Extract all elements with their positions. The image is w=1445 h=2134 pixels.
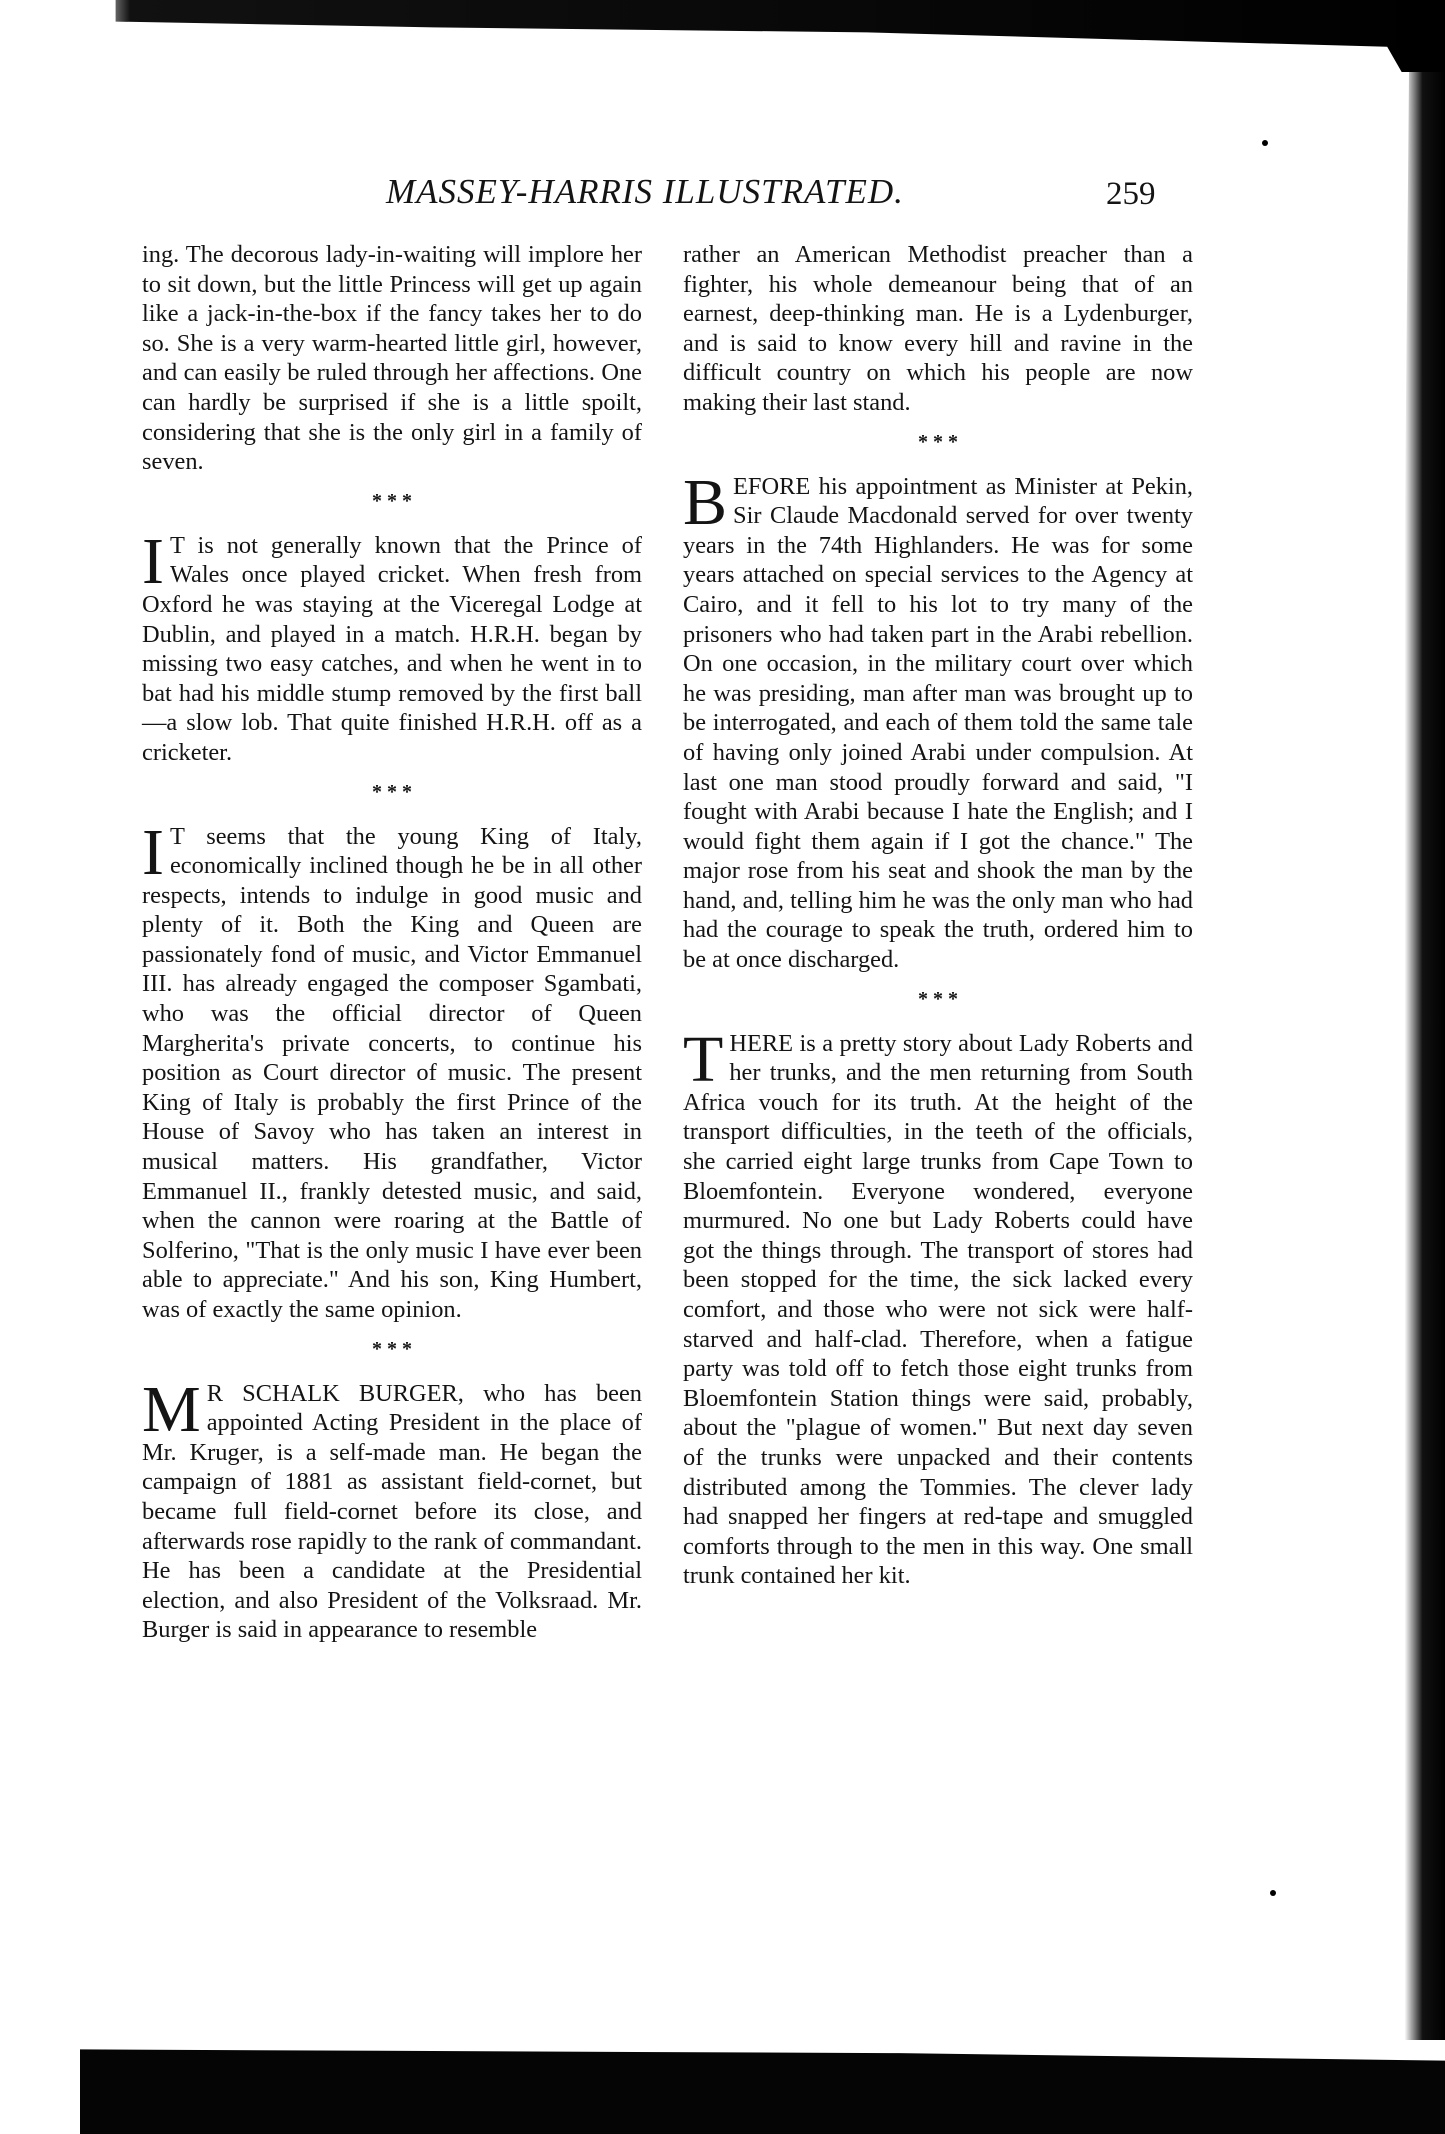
lead-in: T (169, 531, 185, 559)
right-column (683, 240, 1193, 1591)
paragraph-text: seems that the young King of Italy, economically inclined though he be in all other respects, intends to indulge in good music and plenty of it. Both the King and Queen are passionately fond of music, and Victor Emmanuel III. has already engaged the composer Sgambati, who was the official director of Queen Margherita's private concerts, to continue his position as Court director of music. The present King of Italy is probably the first Prince of the House of Savoy who has taken an interest in musical matters. His grandfather, Victor Emmanuel II., frankly detested music, and said, when the cannon were roaring at the Battle of Solferino, "That is the only music I have ever been able to appreciate." And his son, King Humbert, was of exactly the same opinion. (142, 822, 642, 1323)
running-title: MASSEY-HARRIS ILLUSTRATED. (386, 172, 904, 211)
paragraph-schalk-burger (142, 1372, 642, 1645)
scan-speck (1270, 1890, 1276, 1896)
lead-in: R SCHALK BURGER, (206, 1379, 464, 1407)
lead-in: HERE (729, 1029, 794, 1057)
paragraph-text: his appointment as Minister at Pekin, Sir Claude Macdonald served for over twenty years in the 74th Highlanders. He was for some years attached on special services to the Agency at Cairo, and it fell to his lot to try many of the prisoners who had taken part in the Arabi rebellion. On one occasion, in the military court over which he was presiding, man after man was brought up to be interrogated, and each of them told the same tale of having only joined Arabi under compulsion. At last one man stood proudly forward and said, "I fought with Arabi because I hate the English; and I would fight them again if I got the chance." The major rose from his seat and shook the man by the hand, and, telling him he was the only man who had had the courage to speak the truth, ordered him to be at once discharged. (683, 472, 1193, 974)
drop-cap: I (142, 815, 164, 889)
asterism-separator: * * * (918, 987, 958, 1010)
asterism-separator: * * * (372, 489, 412, 512)
lead-in: T (169, 822, 185, 850)
paragraph-burger-continued: rather an American Methodist preacher than a fighter, his whole demeanour being that of an earnest, deep-thinking man. He is a Lydenburger, and is said to know every hill and ravine in the difficult country on which his people are now making their last stand. (683, 241, 1193, 416)
paragraph-text: is a pretty story about Lady Roberts and her trunks, and the men returning from South Africa vouch for its truth. At the height of the transport difficulties, in the teeth of the officials, she carried eight large trunks from Cape Town to Bloemfontein. Everyone wondered, everyone murmured. No one but Lady Roberts could have got the things through. The transport of stores had been stopped for the time, the sick lacked every comfort, and those who were not sick were half-starved and half-clad. Therefore, when a fatigue party was told off to fetch those eight trunks from Bloemfontein Station things were said, probably, about the "plague of women." But next day seven of the trunks were unpacked and their contents distributed among the Tommies. The clever lady had snapped her fingers at red-tape and smuggled comforts through to the men in this way. One small trunk contained her kit. (683, 1029, 1193, 1590)
scan-border-top (0, 0, 1445, 72)
paragraph-text: who has been appointed Acting President in the place of Mr. Kruger, is a self-made man. He began the campaign of 1881 as assistant field-cornet, but became full field-cornet before its close, and afterwards rose rapidly to the rank of commandant. He has been a candidate at the Presidential election, and also President of the Volksraad. Mr. Burger is said in appearance to resemble (142, 1379, 642, 1644)
lead-in: EFORE (733, 472, 811, 500)
page-number: 259 (1106, 176, 1156, 212)
paragraph-text: is not generally known that the Prince of Wales once played cricket. When fresh from Oxford he was staying at the Viceregal Lodge at Dublin, and played in a match. H.R.H. began by missing two easy catches, and when he went in to bat had his middle stump removed by the first ball—a slow lob. That quite finished H.R.H. off as a cricketer. (142, 531, 642, 766)
left-column (142, 240, 642, 1645)
asterism-separator: * * * (918, 430, 958, 453)
scan-speck (1262, 140, 1268, 146)
drop-cap: T (683, 1022, 724, 1096)
paragraph-claude-macdonald (683, 465, 1193, 975)
paragraph-king-italy (142, 815, 642, 1325)
drop-cap: I (142, 524, 164, 598)
scan-border-bottom (80, 2040, 1445, 2134)
paragraph-princess: ing. The decorous lady-in-waiting will implore her to sit down, but the little Princess will get up again like a jack-in-the-box if the fancy takes her to do so. She is a very warm-hearted little girl, however, and can easily be ruled through her affections. One can hardly be surprised if she is a little spoilt, considering that she is the only girl in a family of seven. (142, 241, 642, 476)
paragraph-lady-roberts (683, 1022, 1193, 1591)
asterism-separator: * * * (372, 780, 412, 803)
drop-cap: B (683, 465, 728, 539)
asterism-separator: * * * (372, 1337, 412, 1360)
paragraph-prince-cricket (142, 524, 642, 768)
drop-cap: M (142, 1372, 201, 1446)
scan-border-right (1355, 72, 1445, 2040)
